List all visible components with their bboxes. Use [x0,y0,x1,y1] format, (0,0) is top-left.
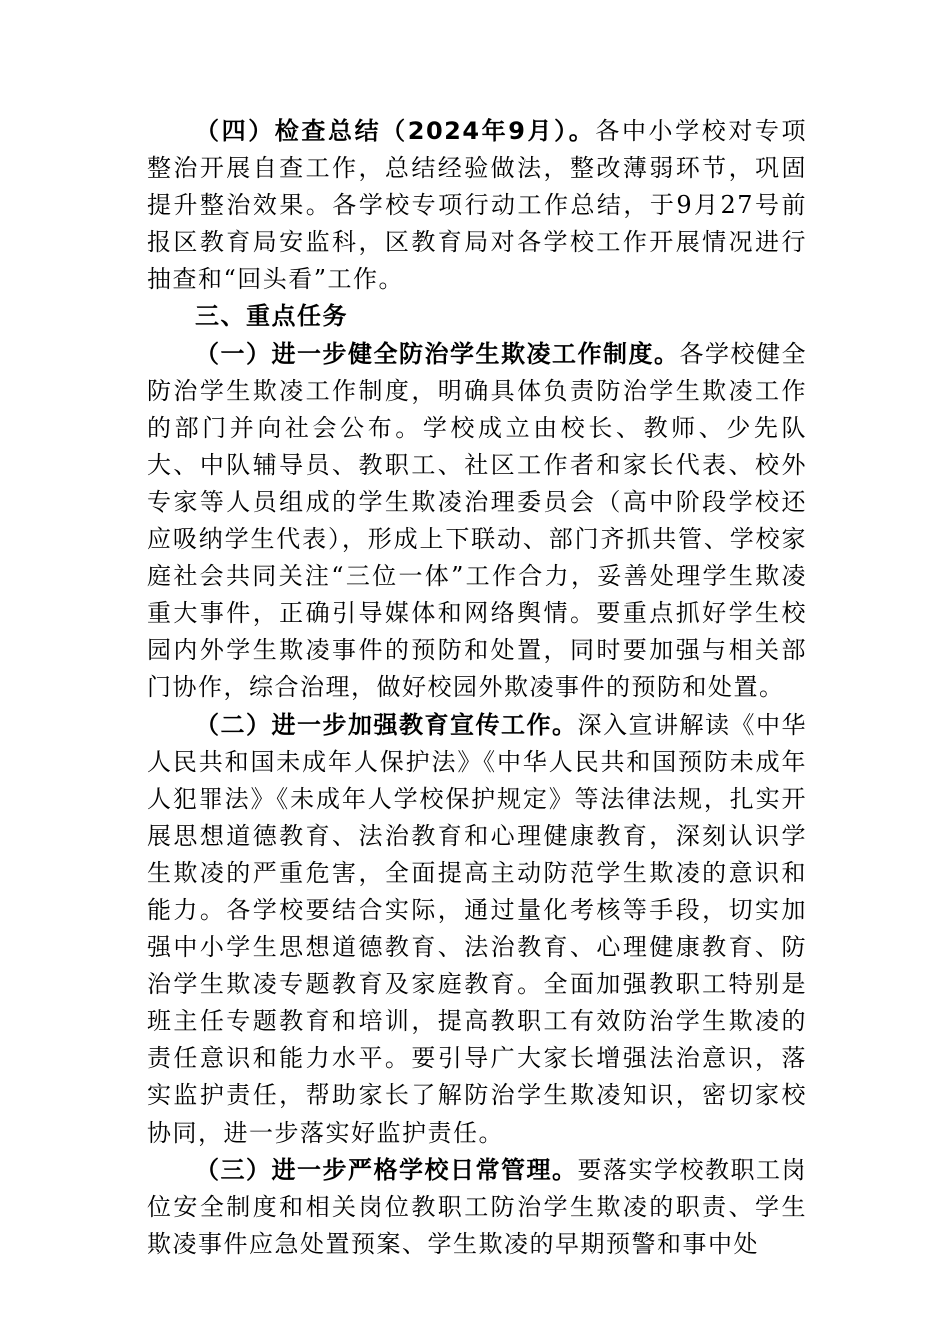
paragraph-task-1 [147,336,807,707]
paragraph-lead: （一）进一步健全防治学生欺凌工作制度。 [195,339,680,368]
paragraph-body: 各中小学校对专项整治开展自查工作，总结经验做法，整改薄弱环节，巩固提升整治效果。各学校专项行动工作总结，于9月27号前报区教育局安监科，区教育局对各学校工作开展情况进行抽查和“回头看”工作。 [147,117,808,294]
paragraph-body: 深入宣讲解读《中华人民共和国未成年人保护法》《中华人民共和国预防未成年人犯罪法》《未成年人学校保护规定》等法律法规，扎实开展思想道德教育、法治教育和心理健康教育，深刻认识学生欺凌的严重危害，全面提高主动防范学生欺凌的意识和能力。各学校要结合实际，通过量化考核等手段，切实加强中小学生思想道德教育、法治教育、心理健康教育、防治学生欺凌专题教育及家庭教育。全面加强教职工特别是班主任专题教育和培训，提高教职工有效防治学生欺凌的责任意识和能力水平。要引导广大家长增强法治意识，落实监护责任，帮助家长了解防治学生欺凌知识，密切家校协同，进一步落实好监护责任。 [147,710,807,1147]
paragraph-lead: （四）检查总结（2024年9月）。 [195,117,596,145]
paragraph-task-3 [147,1152,807,1263]
paragraph-inspection-summary [147,113,807,298]
paragraph-body: 要落实学校教职工岗位安全制度和相关岗位教职工防治学生欺凌的职责、学生欺凌事件应急处置预案、学生欺凌的早期预警和事中处 [147,1155,807,1258]
paragraph-lead: （二）进一步加强教育宣传工作。 [195,710,578,739]
document-page [147,113,807,1263]
paragraph-body: 各学校健全防治学生欺凌工作制度，明确具体负责防治学生欺凌工作的部门并向社会公布。学校成立由校长、教师、少先队大、中队辅导员、教职工、社区工作者和家长代表、校外专家等人员组成的学生欺凌治理委员会（高中阶段学校还应吸纳学生代表），形成上下联动、部门齐抓共管、学校家庭社会共同关注“三位一体”工作合力，妥善处理学生欺凌重大事件，正确引导媒体和网络舆情。要重点抓好学生校园内外学生欺凌事件的预防和处置，同时要加强与相关部门协作，综合治理，做好校园外欺凌事件的预防和处置。 [147,339,807,702]
section-heading: 三、重点任务 [195,302,348,331]
paragraph-lead: （三）进一步严格学校日常管理。 [195,1155,578,1184]
paragraph-task-2 [147,707,807,1152]
